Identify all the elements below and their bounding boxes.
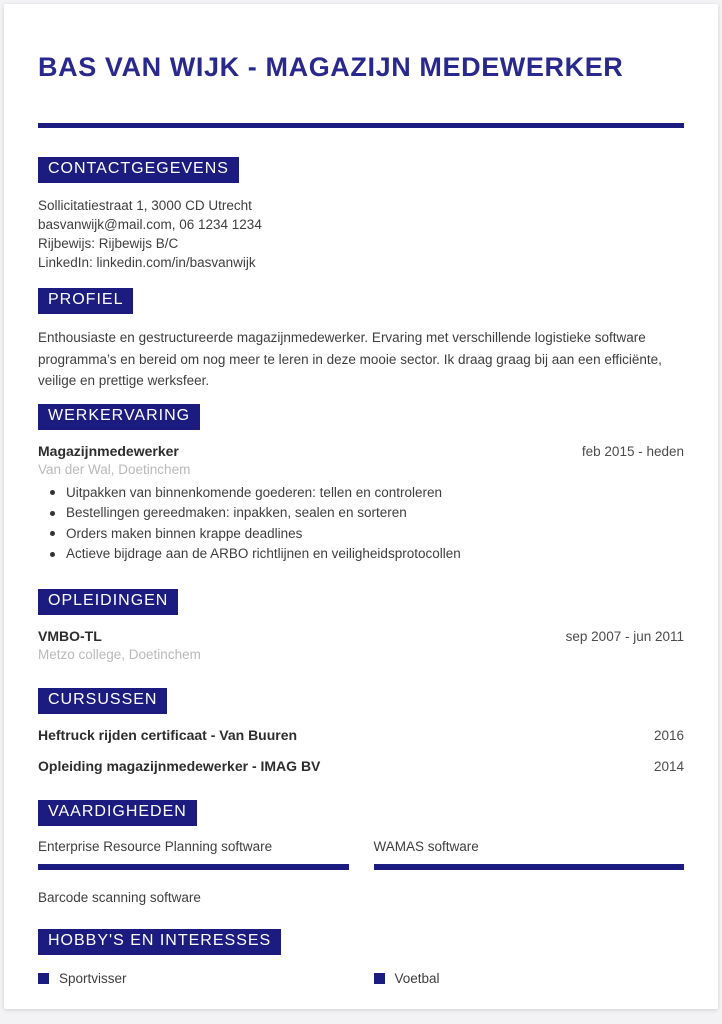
course-row	[38, 727, 684, 743]
skill-item	[374, 839, 685, 870]
course-year: 2014	[653, 758, 684, 774]
contact-linkedin: LinkedIn: linkedin.com/in/basvanwijk	[38, 255, 256, 271]
course-year: 2016	[653, 727, 684, 743]
job-title: Magazijnmedewerker	[38, 442, 179, 459]
hobby-grid	[38, 971, 684, 986]
skill-label: WAMAS software	[373, 838, 479, 854]
education-title: VMBO-TL	[38, 627, 102, 644]
title-divider	[38, 123, 684, 128]
skill-bar	[38, 864, 349, 870]
section-contact	[38, 157, 684, 272]
profile-text: Enthousiaste en gestructureerde magazijnmedewerker. Ervaring met verschillende logistieke software programma’s en bereid om nog meer te leren in deze mooie sector. Ik draag graag bij aan een efficiënte, veilige en prettige werksfeer.	[38, 330, 662, 389]
skill-item	[38, 839, 349, 870]
education-period: sep 2007 - jun 2011	[565, 628, 684, 644]
hobby-item	[38, 971, 349, 986]
square-bullet-icon	[38, 973, 49, 984]
square-bullet-icon	[374, 973, 385, 984]
job-entry-header	[38, 443, 684, 459]
skills-grid	[38, 839, 684, 905]
section-skills	[38, 800, 684, 905]
job-entry	[38, 443, 684, 563]
job-bullet: Orders maken binnen krappe deadlines	[38, 526, 684, 543]
course-title: Heftruck rijden certificaat - Van Buuren	[38, 726, 298, 743]
section-heading-education: OPLEIDINGEN	[38, 589, 178, 615]
section-profile	[38, 288, 684, 392]
skill-label: Enterprise Resource Planning software	[38, 838, 273, 854]
job-bullet: Uitpakken van binnenkomende goederen: tellen en controleren	[38, 485, 684, 502]
hobby-label: Voetbal	[394, 970, 440, 986]
education-school: Metzo college, Doetinchem	[38, 646, 201, 662]
job-bullet: Actieve bijdrage aan de ARBO richtlijnen en veiligheidsprotocollen	[38, 546, 684, 563]
contact-email-phone: basvanwijk@mail.com, 06 1234 1234	[38, 217, 262, 233]
section-courses	[38, 688, 684, 774]
course-title: Opleiding magazijnmedewerker - IMAG BV	[38, 757, 321, 774]
hobby-label: Sportvisser	[59, 970, 127, 986]
section-heading-experience: WERKERVARING	[38, 404, 200, 430]
course-row	[38, 758, 684, 774]
education-entry-header	[38, 628, 684, 644]
section-heading-skills: VAARDIGHEDEN	[38, 800, 197, 826]
cv-page	[4, 4, 718, 1009]
section-hobbies	[38, 929, 684, 986]
job-bullet: Bestellingen gereedmaken: inpakken, sealen en sorteren	[38, 505, 684, 522]
skill-bar	[374, 864, 685, 870]
section-experience	[38, 404, 684, 563]
job-period: feb 2015 - heden	[581, 443, 684, 459]
education-entry	[38, 628, 684, 662]
section-heading-profile: PROFIEL	[38, 288, 133, 314]
job-bullet-list	[38, 485, 684, 563]
job-employer: Van der Wal, Doetinchem	[38, 461, 191, 477]
section-education	[38, 589, 684, 662]
skill-item	[38, 890, 349, 905]
section-heading-courses: CURSUSSEN	[38, 688, 167, 714]
page-title: BAS VAN WIJK - MAGAZIJN MEDEWERKER	[38, 52, 624, 82]
section-heading-contact: CONTACTGEGEVENS	[38, 157, 239, 183]
contact-address: Sollicitatiestraat 1, 3000 CD Utrecht	[38, 198, 252, 214]
skill-label: Barcode scanning software	[38, 889, 201, 905]
section-heading-hobbies: HOBBY'S EN INTERESSES	[38, 929, 281, 955]
hobby-item	[374, 971, 685, 986]
contact-drivers-license: Rijbewijs: Rijbewijs B/C	[38, 236, 179, 252]
